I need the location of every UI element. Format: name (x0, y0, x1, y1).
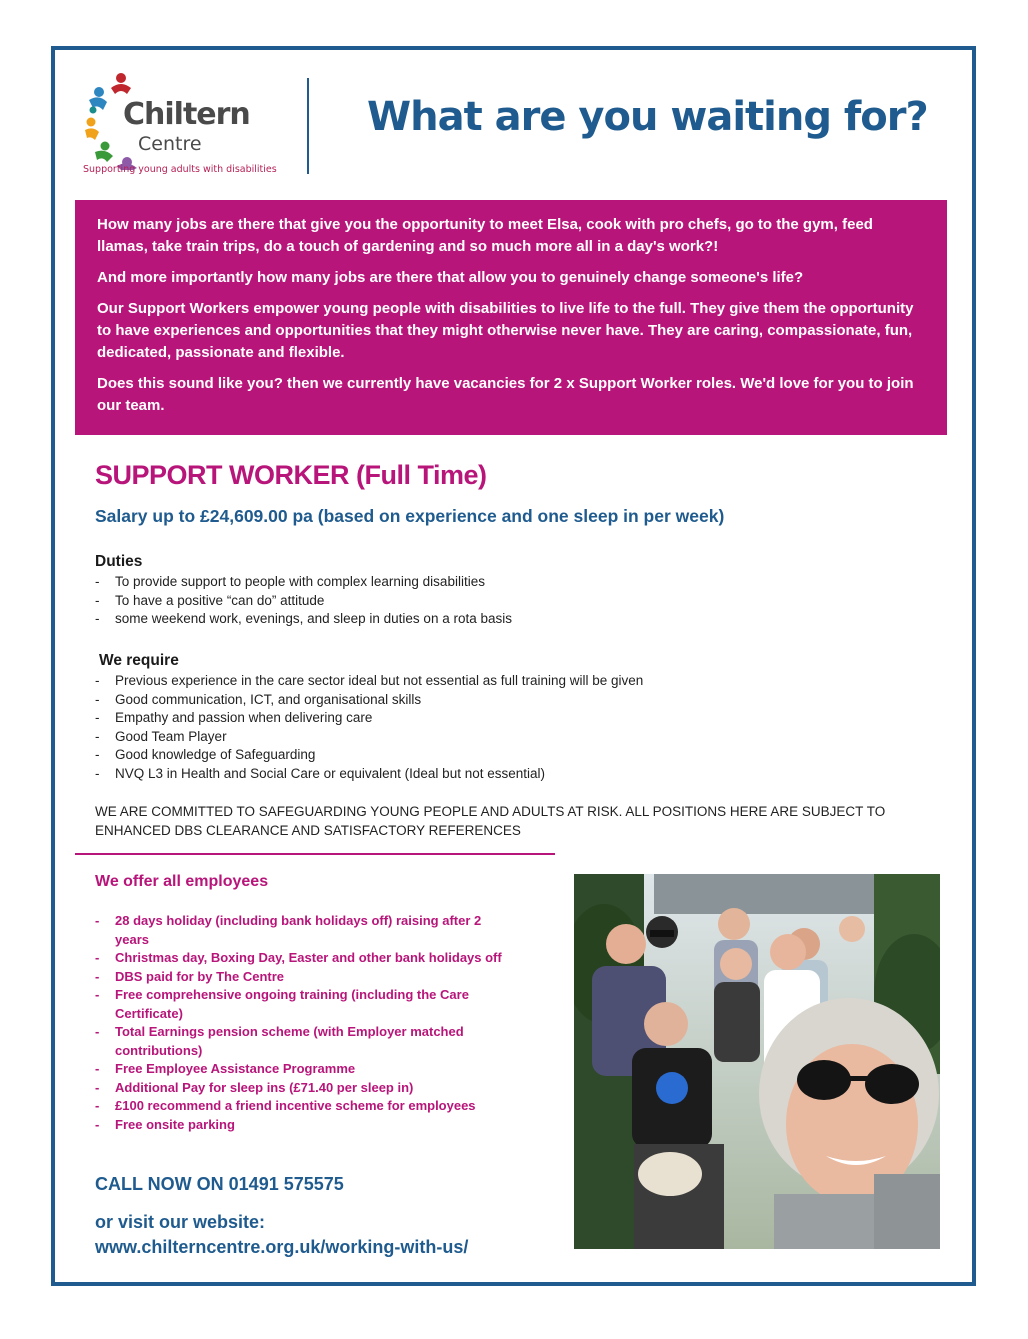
list-item: - £100 recommend a friend incentive scheme for employees (95, 1097, 515, 1116)
logo-name: Chiltern (123, 97, 250, 132)
offers-list (95, 912, 515, 1134)
list-item: - DBS paid for by The Centre (95, 968, 515, 987)
list-item: - Empathy and passion when delivering care (95, 709, 895, 728)
list-item: - Free Employee Assistance Programme (95, 1060, 515, 1079)
list-item: - Free onsite parking (95, 1116, 515, 1135)
duties-list (95, 573, 895, 629)
require-heading: We require (99, 652, 179, 669)
section-divider (75, 853, 555, 855)
logo-centre: Centre (138, 133, 202, 155)
list-item: - Christmas day, Boxing Day, Easter and other bank holidays off (95, 949, 515, 968)
list-item: - Good communication, ICT, and organisational skills (95, 691, 895, 710)
list-item: - Additional Pay for sleep ins (£71.40 per sleep in) (95, 1079, 515, 1098)
website-link[interactable]: www.chilterncentre.org.uk/working-with-us/ (95, 1237, 469, 1257)
job-title: SUPPORT WORKER (Full Time) (95, 460, 487, 490)
duties-heading: Duties (95, 553, 143, 570)
list-item: - Total Earnings pension scheme (with Employer matched contributions) (95, 1023, 515, 1060)
intro-paragraph: How many jobs are there that give you the opportunity to meet Elsa, cook with pro chefs, go to the gym, feed llamas, take train trips, do a touch of gardening and so much more all in a day's work?! (97, 216, 873, 255)
call-number: CALL NOW ON 01491 575575 (95, 1174, 344, 1194)
list-item: - To provide support to people with complex learning disabilities (95, 573, 895, 592)
safeguarding-statement: WE ARE COMMITTED TO SAFEGUARDING YOUNG PEOPLE AND ADULTS AT RISK. ALL POSITIONS HERE ARE SUBJECT TO ENHANCED DBS CLEARANCE AND SATISFACTORY REFERENCES (95, 804, 886, 838)
list-item: - Good Team Player (95, 728, 895, 747)
list-item: - 28 days holiday (including bank holidays off) raising after 2 years (95, 912, 515, 949)
list-item: - To have a positive “can do” attitude (95, 592, 895, 611)
offers-heading: We offer all employees (95, 873, 269, 890)
intro-paragraph: And more importantly how many jobs are there that allow you to genuinely change someone's life? (97, 269, 804, 286)
page-title: What are you waiting for? (367, 94, 928, 140)
intro-paragraph: Does this sound like you? then we currently have vacancies for 2 x Support Worker roles. We'd love for you to join our team. (97, 375, 914, 414)
salary: Salary up to £24,609.00 pa (based on experience and one sleep in per week) (95, 506, 725, 526)
header-divider (307, 78, 309, 174)
list-item: - Good knowledge of Safeguarding (95, 746, 895, 765)
logo-tagline: Supporting young adults with disabilities (83, 164, 277, 175)
list-item: - NVQ L3 in Health and Social Care or equivalent (Ideal but not essential) (95, 765, 895, 784)
website-label: or visit our website: (95, 1212, 266, 1232)
list-item: - Previous experience in the care sector ideal but not essential as full training will be given (95, 672, 895, 691)
intro-paragraph: Our Support Workers empower young people with disabilities to live life to the full. They give them the opportunity to have experiences and opportunities that they might otherwise never have. They are caring, compassionate, fun, dedicated, passionate and flexible. (97, 300, 914, 361)
list-item: - some weekend work, evenings, and sleep in duties on a rota basis (95, 610, 895, 629)
website-block (95, 1210, 468, 1260)
list-item: - Free comprehensive ongoing training (including the Care Certificate) (95, 986, 515, 1023)
requirements-list (95, 672, 895, 784)
intro-box (75, 200, 947, 435)
chiltern-centre-logo (83, 70, 277, 180)
page-frame (51, 46, 976, 1286)
group-photo (574, 874, 940, 1249)
